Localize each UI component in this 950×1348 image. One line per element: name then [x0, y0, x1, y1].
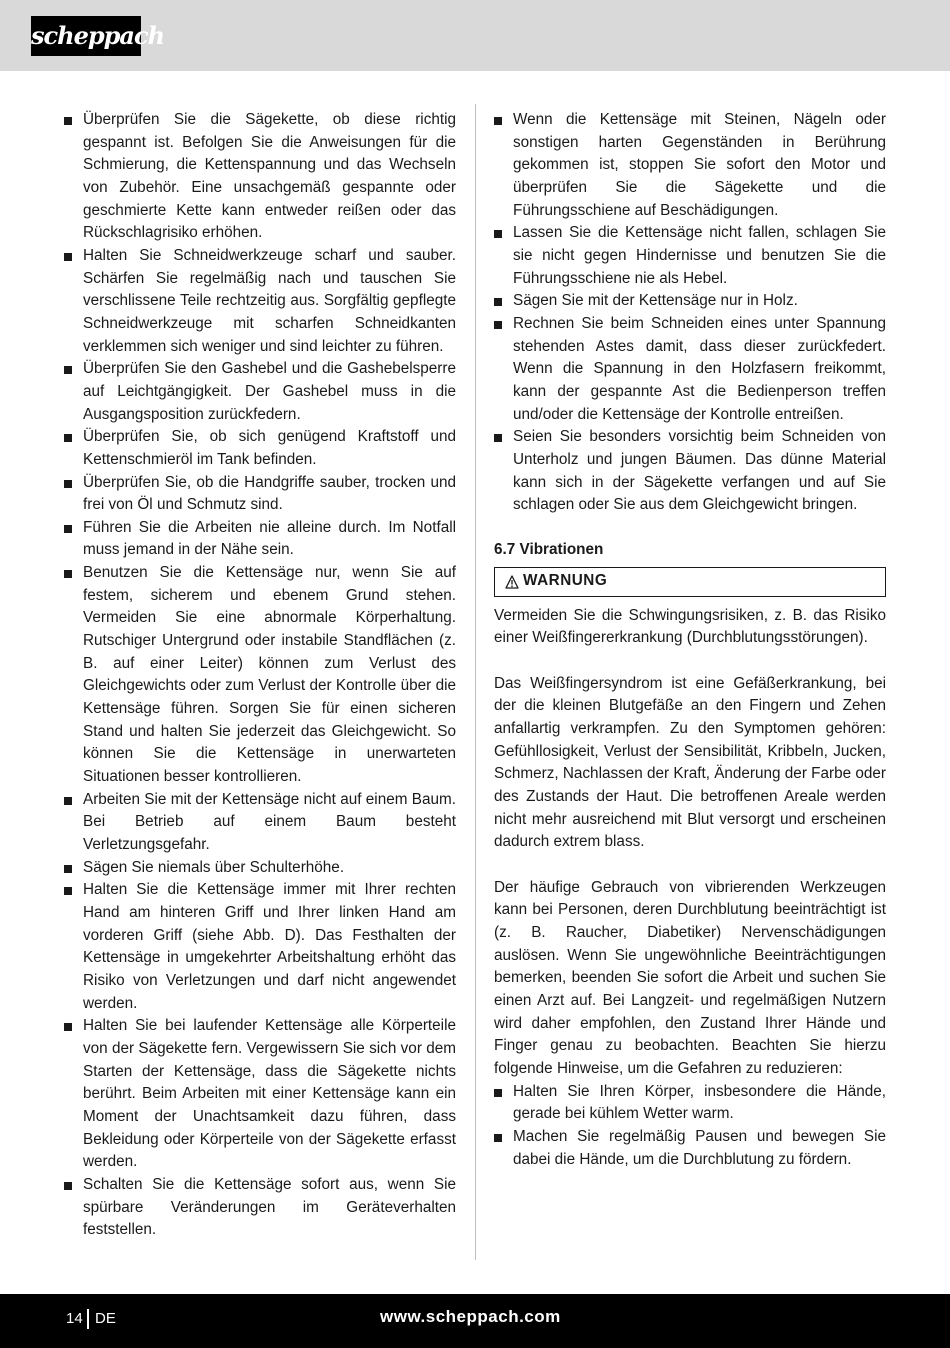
website-link[interactable]: www.scheppach.com [380, 1307, 561, 1326]
left-column [64, 109, 456, 1242]
list-item: Seien Sie besonders vorsichtig beim Schneiden von Unterholz und jungen Bäumen. Das dünne Material kann sich in der Sägekette verfangen und auf Sie schlagen oder Sie aus dem Gleichgewicht bringen. [494, 426, 886, 517]
list-item: Machen Sie regelmäßig Pausen und bewegen Sie dabei die Hände, um die Durchblutung zu fördern. [494, 1126, 886, 1171]
paragraph: Der häufige Gebrauch von vibrierenden Werkzeugen kann bei Personen, deren Durchblutung beeinträchtigt ist (z. B. Raucher, Diabetiker) Nervenschädigungen auslösen. Wenn Sie ungewöhnliche Beeinträchtigungen bemerken, beenden Sie sofort die Arbeit und suchen Sie einen Arzt auf. Bei Langzeit- und regelmäßigen Nutzern wird daher empfohlen, den Zustand Ihrer Hände und Finger genau zu beobachten. Beachten Sie hierzu folgende Hinweise, um die Gefahren zu reduzieren: [494, 878, 886, 1077]
section-title: 6.7 Vibrationen [494, 540, 604, 558]
warning-box [494, 567, 886, 597]
paragraph: Vermeiden Sie die Schwingungsrisiken, z. B. das Risiko einer Weißfingererkrankung (Durchblutungsstörungen). [494, 606, 886, 647]
list-item: Rechnen Sie beim Schneiden eines unter Spannung stehenden Astes damit, dass dieser zurückfedert. Wenn die Spannung in den Holzfasern freikommt, kann der gespannte Ast die Bedienperson treffen und/oder die Kettensäge der Kontrolle entreißen. [494, 313, 886, 426]
column-divider [475, 104, 476, 1260]
list-item: Überprüfen Sie, ob sich genügend Kraftstoff und Kettenschmieröl im Tank befinden. [64, 426, 456, 471]
list-item: Halten Sie Schneidwerkzeuge scharf und sauber. Schärfen Sie regelmäßig nach und tauschen Sie verschlissene Teile rechtzeitig aus. Sorgfältig gepflegte Schneidwerkzeuge mit scharfen Schneidkanten verklemmen sich weniger und sind leichter zu führen. [64, 245, 456, 358]
list-item: Sägen Sie mit der Kettensäge nur in Holz. [494, 290, 886, 313]
page-separator [87, 1309, 89, 1329]
page-number: 14 [66, 1310, 83, 1327]
list-item: Schalten Sie die Kettensäge sofort aus, wenn Sie spürbare Veränderungen im Geräteverhalten feststellen. [64, 1174, 456, 1242]
vibration-tips-list [494, 1081, 886, 1172]
list-item: Halten Sie bei laufender Kettensäge alle Körperteile von der Sägekette fern. Vergewissern Sie sich vor dem Starten der Kettensäge, dass die Sägekette nichts berührt. Beim Arbeiten mit einer Kettensäge kann ein Moment der Unachtsamkeit dazu führen, dass Bekleidung oder Körperteile von der Sägekette erfasst werden. [64, 1015, 456, 1174]
list-item: Benutzen Sie die Kettensäge nur, wenn Sie auf festem, sicherem und ebenem Grund stehen. Vermeiden Sie eine abnormale Körperhaltung. Rutschiger Untergrund oder instabile Standflächen (z. B. auf einer Leiter) können zum Verlust des Gleichgewichts oder zum Verlust der Kontrolle über die Kettensäge führen. Sorgen Sie für einen sicheren Stand und halten Sie jederzeit das Gleichgewicht. So können Sie die Kettensäge in unerwarteten Situationen besser kontrollieren. [64, 562, 456, 789]
paragraph: Das Weißfingersyndrom ist eine Gefäßerkrankung, bei der die kleinen Blutgefäße an den Fingern und Zehen anfallartig verkrampfen. Zu den Symptomen gehören: Gefühllosigkeit, Verlust der Sensibilität, Kribbeln, Jucken, Schmerz, Nachlassen der Kraft, Änderung der Farbe oder des Zustands der Haut. Die betroffenen Areale werden nicht mehr ausreichend mit Blut versorgt und erscheinen dadurch extrem blass. [494, 674, 886, 851]
list-item: Sägen Sie niemals über Schulterhöhe. [64, 857, 456, 880]
list-item: Lassen Sie die Kettensäge nicht fallen, schlagen Sie sie nicht gegen Hindernisse und benutzen Sie die Führungsschiene nie als Hebel. [494, 222, 886, 290]
header-band [0, 0, 950, 71]
list-item: Führen Sie die Arbeiten nie alleine durch. Im Notfall muss jemand in der Nähe sein. [64, 517, 456, 562]
safety-list-left [64, 109, 456, 1242]
warning-label: WARNUNG [523, 572, 608, 590]
right-column [494, 109, 886, 1171]
list-item: Halten Sie Ihren Körper, insbesondere die Hände, gerade bei kühlem Wetter warm. [494, 1081, 886, 1126]
list-item: Wenn die Kettensäge mit Steinen, Nägeln oder sonstigen harten Gegenständen in Berührung gekommen ist, stoppen Sie sofort den Motor und überprüfen Sie die Sägekette und die Führungsschiene auf Beschädigungen. [494, 109, 886, 222]
scheppach-logo: scheppach [31, 16, 141, 56]
safety-list-right [494, 109, 886, 517]
list-item: Überprüfen Sie, ob die Handgriffe sauber, trocken und frei von Öl und Schmutz sind. [64, 472, 456, 517]
warning-triangle-icon [505, 575, 519, 589]
list-item: Halten Sie die Kettensäge immer mit Ihrer rechten Hand am hinteren Griff und Ihrer linken Hand am vorderen Griff (siehe Abb. D). Das Festhalten der Kettensäge in umgekehrter Arbeitshaltung erhöht das Risiko von Verletzungen und darf nicht angewendet werden. [64, 879, 456, 1015]
footer-band [0, 1294, 950, 1348]
list-item: Arbeiten Sie mit der Kettensäge nicht auf einem Baum. Bei Betrieb auf einem Baum besteht Verletzungsgefahr. [64, 789, 456, 857]
list-item: Überprüfen Sie den Gashebel und die Gashebelsperre auf Leichtgängigkeit. Der Gashebel muss in die Ausgangsposition zurückfedern. [64, 358, 456, 426]
list-item: Überprüfen Sie die Sägekette, ob diese richtig gespannt ist. Befolgen Sie die Anweisungen für die Schmierung, die Kettenspannung und das Wechseln von Zubehör. Eine unsachgemäß gespannte oder geschmierte Kette kann entweder reißen oder das Rückschlagrisiko erhöhen. [64, 109, 456, 245]
language-code: DE [95, 1310, 116, 1327]
